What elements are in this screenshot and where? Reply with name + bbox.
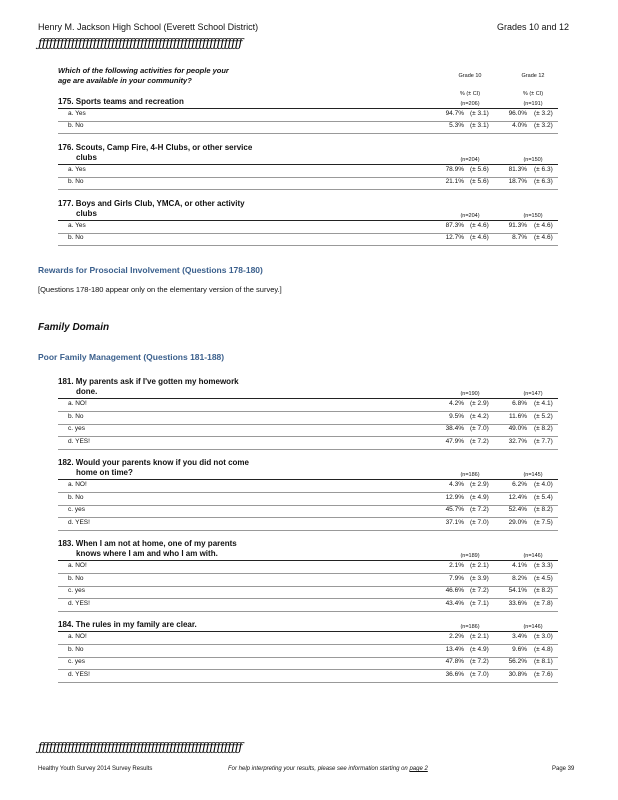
answer-label: b. No — [68, 122, 84, 129]
grade10-percent: 2.1% — [449, 562, 464, 569]
intro-line-2: age are available in your community? — [58, 76, 192, 85]
question-text-cont: home on time? — [76, 468, 133, 477]
grade12-ci: (± 8.2) — [534, 506, 553, 513]
grade12-ci: (± 5.4) — [534, 493, 553, 501]
grade10-percent: 36.6% — [445, 670, 464, 678]
grade12-ci: (± 3.0) — [534, 633, 553, 640]
question-rule — [58, 479, 558, 480]
question-rule — [58, 108, 558, 109]
grade10-ci: (± 3.9) — [470, 574, 489, 582]
grade12-percent: 9.6% — [512, 645, 527, 653]
question-text: 177. Boys and Girls Club, YMCA, or other activity — [58, 199, 245, 208]
grade12-percent: 12.4% — [508, 493, 527, 501]
grade12-ci: (± 4.8) — [534, 645, 553, 653]
grade10-percent: 46.6% — [445, 587, 464, 594]
question-text: 183. When I am not at home, one of my parents — [58, 539, 237, 548]
grade12-percent: 8.2% — [512, 574, 527, 582]
answer-label: a. NO! — [68, 400, 87, 407]
sample-size-n12: (n=146) — [523, 624, 543, 630]
sample-size-n10: (n=186) — [460, 472, 480, 478]
answer-label: d. YES! — [68, 670, 90, 678]
grade10-ci: (± 7.2) — [470, 437, 489, 445]
grade12-ci: (± 6.3) — [534, 166, 553, 173]
answer-label: a. Yes — [68, 222, 86, 229]
grade10-percent: 94.7% — [445, 110, 464, 117]
grade10-ci: (± 2.9) — [470, 400, 489, 407]
grade12-ci: (± 8.2) — [534, 425, 553, 432]
grade12-ci: (± 4.0) — [534, 481, 553, 488]
question-rule — [58, 220, 558, 221]
question-text: 176. Scouts, Camp Fire, 4-H Clubs, or other service — [58, 143, 253, 152]
grade10-percent: 38.4% — [445, 425, 464, 432]
grade12-percent: 3.4% — [512, 633, 527, 640]
grade10-percent: 45.7% — [445, 506, 464, 513]
row-divider — [58, 189, 558, 190]
question-text: 184. The rules in my family are clear. — [58, 620, 197, 629]
sample-size-n10: (n=204) — [460, 157, 480, 163]
grade10-ci: (± 7.1) — [470, 599, 489, 607]
answer-label: c. yes — [68, 587, 85, 594]
rewards-note: [Questions 178-180 appear only on the elementary version of the survey.] — [38, 285, 282, 294]
grade10-percent: 5.3% — [449, 122, 464, 129]
grade12-percent: 33.6% — [508, 599, 527, 607]
grade12-percent: 32.7% — [508, 437, 527, 445]
grade10-percent: 4.3% — [449, 481, 464, 488]
grade10-ci: (± 7.0) — [470, 425, 489, 432]
row-divider — [58, 611, 558, 612]
grade10-ci: (± 7.0) — [470, 670, 489, 678]
grade12-percent: 56.2% — [508, 658, 527, 665]
grade12-percent: 6.2% — [512, 481, 527, 488]
grade12-ci: (± 3.3) — [534, 562, 553, 569]
question-rule — [58, 164, 558, 165]
grade10-ci: (± 7.2) — [470, 506, 489, 513]
answer-label: a. NO! — [68, 562, 87, 569]
row-divider — [58, 682, 558, 683]
footer-page-number: Page 39 — [552, 766, 575, 772]
grade10-percent: 78.9% — [445, 166, 464, 173]
grade12-percent: 52.4% — [508, 506, 527, 513]
rewards-section-title: Rewards for Prosocial Involvement (Questions 178-180) — [38, 265, 263, 275]
grade12-ci: (± 7.8) — [534, 599, 553, 607]
grade10-ci: (± 5.6) — [470, 178, 489, 185]
sample-size-n10: (n=186) — [460, 624, 480, 630]
question-text-cont: clubs — [76, 209, 97, 218]
grade12-ci: (± 4.5) — [534, 574, 553, 582]
grade10-percent: 47.8% — [445, 658, 464, 665]
grade12-percent: 18.7% — [508, 178, 527, 185]
footer-ornament: ƒƒƒƒƒƒƒƒƒƒƒƒƒƒƒƒƒƒƒƒƒƒƒƒƒƒƒƒƒƒƒƒƒƒƒƒƒƒƒƒƒƒƒƒƒƒƒƒƒƒƒƒƒƒƒƒ — [38, 740, 242, 754]
row-divider — [58, 530, 558, 531]
grade12-pct-ci: % (± CI) — [522, 91, 544, 97]
answer-label: c. yes — [68, 658, 85, 665]
answer-label: c. yes — [68, 506, 85, 513]
sample-size-n12: (n=150) — [523, 213, 543, 219]
answer-label: b. No — [68, 645, 84, 653]
grade12-percent: 49.0% — [508, 425, 527, 432]
grade12-ci: (± 8.1) — [534, 658, 553, 665]
grade10-pct-ci: % (± CI) — [459, 91, 481, 97]
answer-label: d. YES! — [68, 437, 90, 445]
grade10-ci: (± 3.1) — [470, 122, 489, 129]
grade12-ci: (± 5.2) — [534, 412, 553, 420]
grade10-percent: 7.9% — [449, 574, 464, 582]
sample-size-n10: (n=204) — [460, 213, 480, 219]
answer-label: b. No — [68, 574, 84, 582]
question-rule — [58, 398, 558, 399]
answer-label: c. yes — [68, 425, 85, 432]
answer-label: d. YES! — [68, 518, 90, 526]
sample-size-n12: (n=145) — [523, 472, 543, 478]
answer-label: a. Yes — [68, 110, 86, 117]
grade10-ci: (± 3.1) — [470, 110, 489, 117]
grade10-ci: (± 7.2) — [470, 587, 489, 594]
answer-label: a. NO! — [68, 481, 87, 488]
grade12-ci: (± 7.5) — [534, 518, 553, 526]
grade10-ci: (± 4.6) — [470, 222, 489, 229]
grade12-ci: (± 4.1) — [534, 400, 553, 407]
grade10-percent: 37.1% — [445, 518, 464, 526]
answer-label: b. No — [68, 493, 84, 501]
sample-size-n10: (n=189) — [460, 553, 480, 559]
row-divider — [58, 449, 558, 450]
sample-size-n12: (n=150) — [523, 157, 543, 163]
grade10-percent: 2.2% — [449, 633, 464, 640]
answer-label: b. No — [68, 234, 84, 241]
question-text-cont: knows where I am and who I am with. — [76, 549, 218, 558]
grade10-heading: Grade 10 — [458, 73, 482, 79]
footer-page-link[interactable]: page 2 — [409, 766, 428, 772]
grade12-percent: 30.8% — [508, 670, 527, 678]
question-rule — [58, 631, 558, 632]
grade10-ci: (± 2.1) — [470, 633, 489, 640]
school-name: Henry M. Jackson High School (Everett School District) — [38, 22, 259, 32]
family-domain-title: Family Domain — [38, 322, 110, 333]
answer-label: d. YES! — [68, 599, 90, 607]
footer-help-message: For help interpreting your results, please see information starting on — [228, 766, 408, 772]
poor-family-management-title: Poor Family Management (Questions 181-188) — [38, 352, 225, 362]
grade12-percent: 4.0% — [512, 122, 527, 129]
header-ornament: ƒƒƒƒƒƒƒƒƒƒƒƒƒƒƒƒƒƒƒƒƒƒƒƒƒƒƒƒƒƒƒƒƒƒƒƒƒƒƒƒƒƒƒƒƒƒƒƒƒƒƒƒƒƒƒƒ — [38, 36, 242, 50]
grade10-ci: (± 4.9) — [470, 493, 489, 501]
grade12-percent: 96.0% — [508, 110, 527, 117]
row-divider — [58, 245, 558, 246]
grade12-heading: Grade 12 — [521, 73, 545, 79]
grade10-ci: (± 4.9) — [470, 645, 489, 653]
intro-line-1: Which of the following activities for people your — [58, 66, 229, 75]
grade12-percent: 8.7% — [512, 234, 527, 241]
grade10-percent: 4.2% — [449, 400, 464, 407]
grade10-percent: 43.4% — [445, 599, 464, 607]
grade12-percent: 91.3% — [508, 222, 527, 229]
grade12-ci: (± 7.7) — [534, 437, 553, 445]
grade12-ci: (± 4.6) — [534, 234, 553, 241]
grade10-percent: 47.9% — [445, 437, 464, 445]
grade12-ci: (± 4.6) — [534, 222, 553, 229]
grade10-ci: (± 4.6) — [470, 234, 489, 241]
grade12-ci: (± 3.2) — [534, 110, 553, 117]
sample-size-n12: (n=146) — [523, 553, 543, 559]
grade12-percent: 29.0% — [508, 518, 527, 526]
grade12-percent: 6.8% — [512, 400, 527, 407]
grade10-ci: (± 5.6) — [470, 166, 489, 173]
answer-label: a. Yes — [68, 166, 86, 173]
grade12-ci: (± 8.2) — [534, 587, 553, 594]
grade10-ci: (± 4.2) — [470, 412, 489, 420]
grade10-ci: (± 7.0) — [470, 518, 489, 526]
row-divider — [58, 133, 558, 134]
grade10-percent: 12.7% — [445, 234, 464, 241]
grade10-percent: 87.3% — [445, 222, 464, 229]
grade12-ci: (± 3.2) — [534, 122, 553, 129]
grade12-percent: 54.1% — [508, 587, 527, 594]
question-text-cont: clubs — [76, 153, 97, 162]
answer-label: a. NO! — [68, 633, 87, 640]
grade12-percent: 4.1% — [512, 562, 527, 569]
footer-survey-title: Healthy Youth Survey 2014 Survey Results — [38, 766, 153, 772]
question-rule — [58, 560, 558, 561]
grades-label: Grades 10 and 12 — [497, 22, 570, 32]
grade10-ci: (± 7.2) — [470, 658, 489, 665]
grade10-percent: 9.5% — [449, 412, 464, 420]
grade10-ci: (± 2.1) — [470, 562, 489, 569]
sample-size-n12: (n=147) — [523, 391, 543, 397]
sample-size-n10: (n=190) — [460, 391, 480, 397]
sample-size-n12: (n=191) — [523, 101, 543, 107]
question-text: 181. My parents ask if I've gotten my homework — [58, 377, 239, 386]
intro-question — [58, 66, 288, 86]
grade12-percent: 11.6% — [509, 412, 527, 420]
question-text: 175. Sports teams and recreation — [58, 97, 184, 106]
grade12-percent: 81.3% — [508, 166, 527, 173]
grade12-ci: (± 6.3) — [534, 178, 553, 185]
grade10-percent: 21.1% — [445, 178, 464, 185]
answer-label: b. No — [68, 178, 84, 185]
question-text-cont: done. — [76, 387, 98, 396]
grade10-ci: (± 2.9) — [470, 481, 489, 488]
footer-help-text — [228, 766, 428, 772]
answer-label: b. No — [68, 412, 84, 420]
grade10-percent: 12.9% — [445, 493, 464, 501]
sample-size-n10: (n=206) — [460, 101, 480, 107]
grade10-percent: 13.4% — [445, 645, 464, 653]
grade12-ci: (± 7.6) — [534, 670, 553, 678]
question-text: 182. Would your parents know if you did not come — [58, 458, 249, 467]
